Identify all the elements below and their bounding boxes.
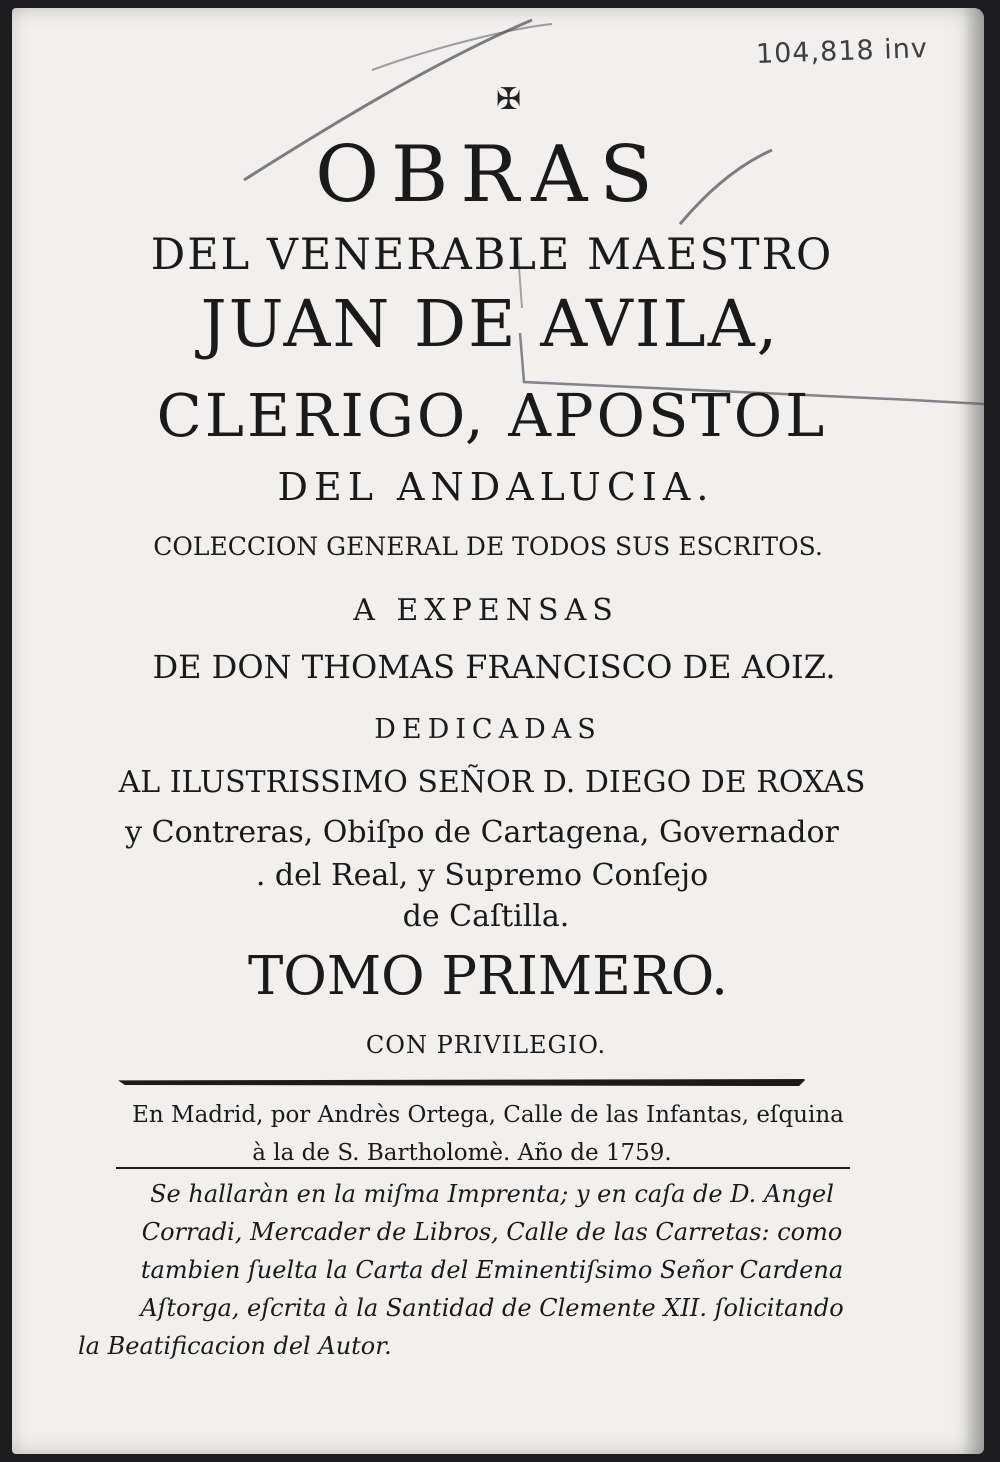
title-line-clerigo-apostol: CLERIGO, APOSTOL bbox=[156, 381, 828, 450]
title-line-venerable-maestro: DEL VENERABLE MAESTRO bbox=[150, 230, 834, 280]
handwritten-shelfmark: 104,818 inv bbox=[755, 33, 929, 70]
title-line-thomas-aoiz: DE DON THOMAS FRANCISCO DE AOIZ. bbox=[152, 648, 836, 686]
title-line-andalucia: DEL ANDALUCIA. bbox=[277, 465, 715, 509]
title-line-dedicadas: DEDICADAS bbox=[374, 714, 602, 745]
note-line-3: tambien ſuelta la Carta del Eminentiſsimo Señor Cardena bbox=[140, 1256, 844, 1284]
volume-title: TOMO PRIMERO. bbox=[248, 946, 728, 1007]
dedication-line-4: de Caſtilla. bbox=[402, 899, 570, 934]
title-obras: OBRAS bbox=[315, 130, 665, 220]
note-line-1: Se hallaràn en la miſma Imprenta; y en caſa de D. Angel bbox=[150, 1180, 834, 1208]
cross-ornament-icon: ✠ bbox=[496, 82, 522, 117]
note-line-2: Corradi, Mercader de Libros, Calle de las Carretas: como bbox=[141, 1218, 843, 1246]
imprint-line-1: En Madrid, por Andrès Ortega, Calle de las Infantas, eſquina bbox=[132, 1102, 844, 1128]
imprint-line-2: à la de S. Bartholomè. Año de 1759. bbox=[252, 1140, 672, 1166]
title-line-coleccion: COLECCION GENERAL DE TODOS SUS ESCRITOS. bbox=[153, 532, 823, 561]
horizontal-rule-thin bbox=[116, 1167, 850, 1169]
note-line-4: Aſtorga, eſcrita à la Santidad de Clemente XII. ſolicitando bbox=[140, 1294, 844, 1322]
title-page bbox=[12, 8, 984, 1454]
dedication-line-2: y Contreras, Obiſpo de Cartagena, Governador bbox=[125, 815, 839, 850]
title-line-a-expensas: A EXPENSAS bbox=[353, 593, 619, 628]
title-line-juan-de-avila: JUAN DE AVILA, bbox=[200, 287, 780, 362]
horizontal-rule-thick bbox=[118, 1079, 806, 1086]
privilege-notice: CON PRIVILEGIO. bbox=[365, 1031, 607, 1059]
dedication-line-3: . del Real, y Supremo Conſejo bbox=[255, 858, 709, 893]
note-line-5: la Beatificacion del Autor. bbox=[78, 1332, 392, 1360]
dedication-line-1: AL ILUSTRISSIMO SEÑOR D. DIEGO DE ROXAS bbox=[118, 765, 866, 800]
